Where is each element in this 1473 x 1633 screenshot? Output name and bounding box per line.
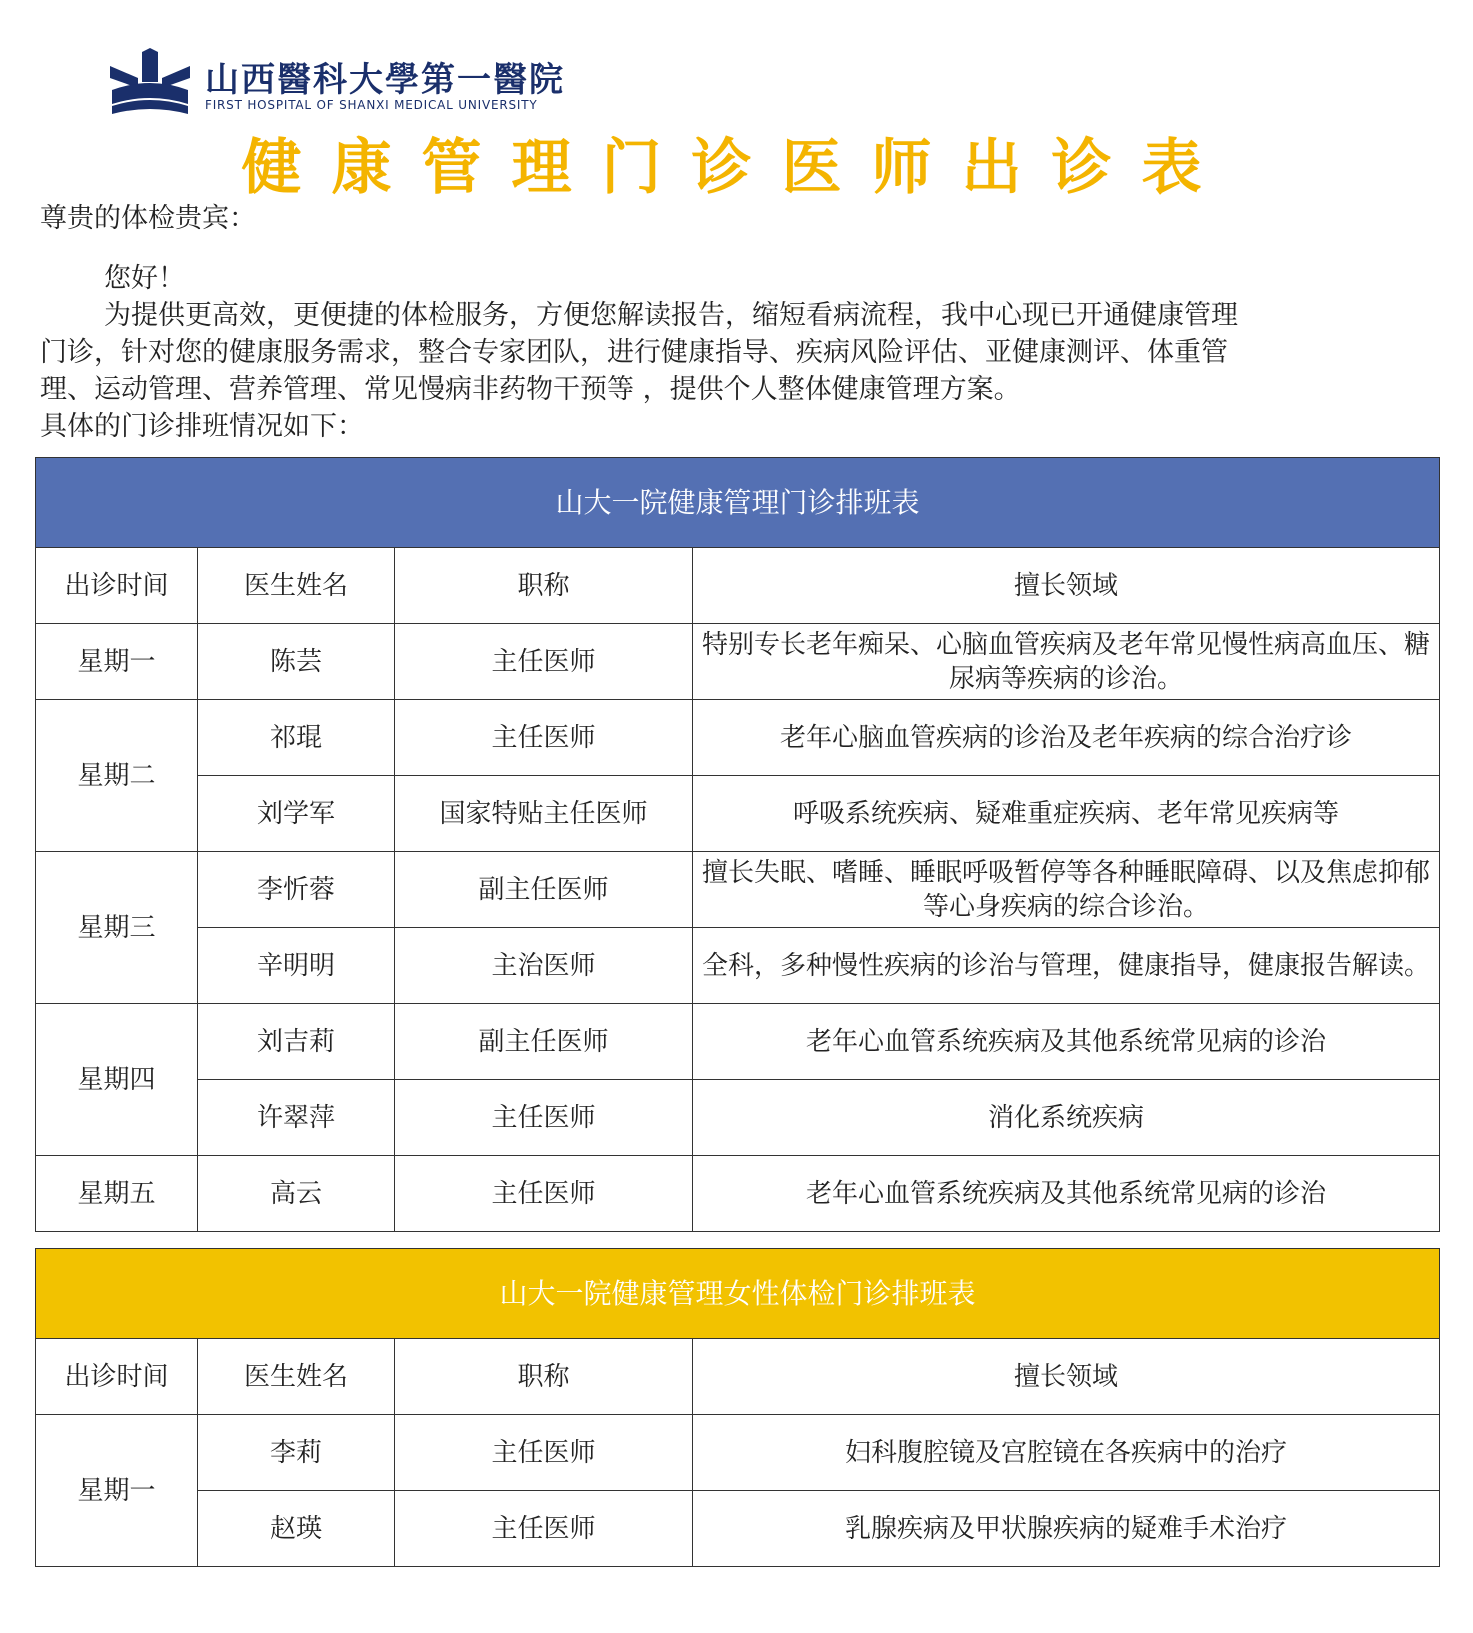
intro-line-2: 门诊，针对您的健康服务需求，整合专家团队，进行健康指导、疾病风险评估、亚健康测评、体重管 [40, 337, 1228, 368]
doctor-title: 主任医师 [395, 1491, 693, 1567]
table-row [36, 852, 1440, 928]
doctor-name: 辛明明 [198, 928, 395, 1004]
clinic-schedule-table [35, 457, 1440, 1232]
column-header: 职称 [395, 1339, 693, 1415]
table-row [36, 1491, 1440, 1567]
day-cell: 星期一 [36, 1415, 198, 1567]
day-cell: 星期四 [36, 1004, 198, 1156]
doctor-title: 主任医师 [395, 624, 693, 700]
column-header: 擅长领域 [693, 1339, 1440, 1415]
intro-line-4: 具体的门诊排班情况如下： [40, 411, 364, 442]
logo-chinese-name: 山西醫科大學第一醫院 [205, 60, 565, 100]
expertise: 乳腺疾病及甲状腺疾病的疑难手术治疗 [693, 1491, 1440, 1567]
hospital-logo [110, 48, 565, 118]
expertise: 老年心血管系统疾病及其他系统常见病的诊治 [693, 1156, 1440, 1232]
expertise: 老年心血管系统疾病及其他系统常见病的诊治 [693, 1004, 1440, 1080]
table-title: 山大一院健康管理门诊排班表 [36, 458, 1440, 548]
column-header: 出诊时间 [36, 548, 198, 624]
logo-english-name: FIRST HOSPITAL OF SHANXI MEDICAL UNIVERSITY [205, 98, 538, 112]
intro-line-3: 理、运动管理、营养管理、常见慢病非药物干预等 ，提供个人整体健康管理方案。 [40, 374, 1021, 405]
column-header: 擅长领域 [693, 548, 1440, 624]
expertise: 擅长失眠、嗜睡、睡眠呼吸暂停等各种睡眠障碍、以及焦虑抑郁等心身疾病的综合诊治。 [693, 852, 1440, 928]
column-header: 出诊时间 [36, 1339, 198, 1415]
table-row [36, 1080, 1440, 1156]
table-row [36, 1004, 1440, 1080]
expertise: 妇科腹腔镜及宫腔镜在各疾病中的治疗 [693, 1415, 1440, 1491]
doctor-title: 副主任医师 [395, 1004, 693, 1080]
doctor-name: 祁琨 [198, 700, 395, 776]
day-cell: 星期二 [36, 700, 198, 852]
day-cell: 星期五 [36, 1156, 198, 1232]
doctor-name: 李莉 [198, 1415, 395, 1491]
column-header: 职称 [395, 548, 693, 624]
day-cell: 星期一 [36, 624, 198, 700]
intro-line-1: 为提供更高效，更便捷的体检服务，方便您解读报告，缩短看病流程，我中心现已开通健康管理 [104, 300, 1238, 331]
doctor-title: 主任医师 [395, 1156, 693, 1232]
table-header-row [36, 1339, 1440, 1415]
doctor-name: 赵瑛 [198, 1491, 395, 1567]
doctor-title: 副主任医师 [395, 852, 693, 928]
doctor-title: 主任医师 [395, 1415, 693, 1491]
table-row [36, 1156, 1440, 1232]
page-title: 健康管理门诊医师出诊表 [241, 133, 1232, 203]
expertise: 全科，多种慢性疾病的诊治与管理，健康指导，健康报告解读。 [693, 928, 1440, 1004]
doctor-name: 李忻蓉 [198, 852, 395, 928]
doctor-title: 主任医师 [395, 1080, 693, 1156]
column-header: 医生姓名 [198, 1339, 395, 1415]
doctor-title: 主任医师 [395, 700, 693, 776]
doctor-name: 高云 [198, 1156, 395, 1232]
expertise: 特别专长老年痴呆、心脑血管疾病及老年常见慢性病高血压、糖尿病等疾病的诊治。 [693, 624, 1440, 700]
table-title: 山大一院健康管理女性体检门诊排班表 [36, 1249, 1440, 1339]
expertise: 呼吸系统疾病、疑难重症疾病、老年常见疾病等 [693, 776, 1440, 852]
table-row [36, 700, 1440, 776]
hospital-emblem-icon [110, 48, 190, 118]
table-row [36, 1415, 1440, 1491]
table-header-row [36, 548, 1440, 624]
table-row [36, 928, 1440, 1004]
salutation: 尊贵的体检贵宾： [40, 203, 256, 234]
column-header: 医生姓名 [198, 548, 395, 624]
expertise: 消化系统疾病 [693, 1080, 1440, 1156]
doctor-name: 陈芸 [198, 624, 395, 700]
womens-clinic-schedule-table [35, 1248, 1440, 1567]
table-row [36, 624, 1440, 700]
doctor-title: 国家特贴主任医师 [395, 776, 693, 852]
greeting: 您好！ [104, 263, 185, 294]
doctor-name: 刘学军 [198, 776, 395, 852]
doctor-title: 主治医师 [395, 928, 693, 1004]
day-cell: 星期三 [36, 852, 198, 1004]
doctor-name: 许翠萍 [198, 1080, 395, 1156]
table-row [36, 776, 1440, 852]
doctor-name: 刘吉莉 [198, 1004, 395, 1080]
expertise: 老年心脑血管疾病的诊治及老年疾病的综合治疗诊 [693, 700, 1440, 776]
